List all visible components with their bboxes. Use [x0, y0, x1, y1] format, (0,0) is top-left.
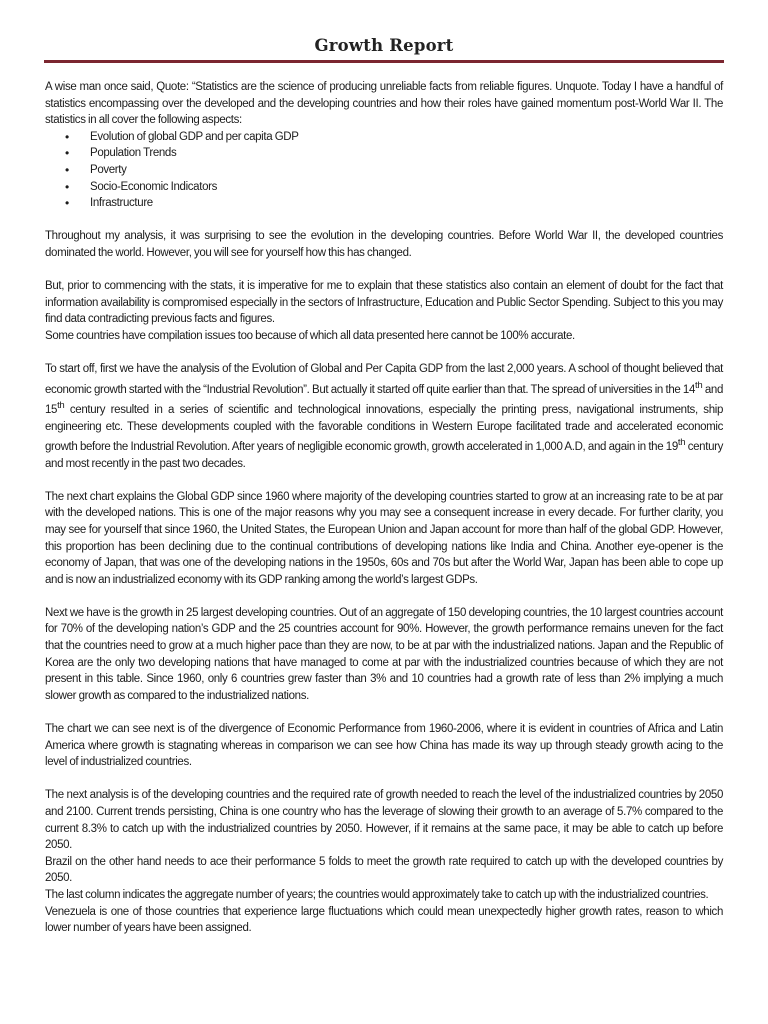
divergence-paragraph: The chart we can see next is of the divergence of Economic Performance from 1960-2006, where it is evident in countries of Africa and Latin America where growth is stagnating whereas in comparison we can see how China has made its way up through steady growth acing to the level of industrialized countries. — [45, 723, 723, 769]
gdp-text-b: and 15 — [45, 383, 723, 416]
gdp-text-d: century and most recently in the past two decades. — [45, 440, 723, 470]
global-gdp-chart-paragraph: The next chart explains the Global GDP since 1960 where majority of the developing countries started to grow at an increasing rate to be at par with the developed nations. This is one of the major reasons why you may see a consequent increase in every decade. For further clarity, you may see for yourself that since 1960, the United States, the European Union and Japan account for more than half of the global GDP. However, this proportion has been declining due to the continual contributions of developing nations like India and China. Another eye-opener is the economy of Japan, that was one of the developing nations in the 1950s, 60s and 70s but after the World War, Japan has been able to cope up and is now an industrialized economy with its GDP ranking among the world’s largest GDPs. — [45, 490, 723, 586]
analysis-paragraph: Throughout my analysis, it was surprising to see the evolution in the developing countries. Before World War II, the developed countries dominated the world. However, you will see for yourself how this has changed. — [45, 230, 723, 259]
venezuela-paragraph: Venezuela is one of those countries that experience large fluctuations which could mean unexpectedly higher growth rates, reason to which lower number of years have been assigned. — [45, 905, 723, 935]
compilation-paragraph: Some countries have compilation issues too because of which all data presented here cannot be 100% accurate. — [45, 329, 575, 342]
growth-25-paragraph: Next we have is the growth in 25 largest developing countries. Out of an aggregate of 150 developing countries, the 10 largest countries account for 70% of the developing nation’s GDP and the 25 countries account for 90%. However, the growth performance remains uneven for the fact that the countries need to grow at a much higher pace than they are now, to be at par with the industrialized nations. Japan and the Republic of Korea are the only two developing nations that have managed to come at par with the industrialized countries because of which they are not present in this table. Since 1960, only 6 countries grew faster than 3% and 10 countries had a growth rate of less than 2% implying a much slower growth as compared to the industrialized nations. — [45, 606, 723, 702]
list-item: • Infrastructure — [45, 195, 723, 212]
superscript: th — [57, 400, 65, 412]
gdp-evolution-paragraph — [45, 361, 723, 472]
list-item: • Socio-Economic Indicators — [45, 179, 723, 196]
last-column-paragraph: The last column indicates the aggregate number of years; the countries would approximately take to catch up with the industrialized countries. — [45, 888, 709, 901]
gdp-text-a: To start off, first we have the analysis of the Evolution of Global and Per Capita GDP from the last 2,000 years. A school of thought believed that economic growth started with the “Industrial Revolution”. But actually it started off quite earlier than that. The spread of universities in the 14 — [45, 363, 723, 396]
superscript: th — [695, 379, 703, 391]
brazil-paragraph: Brazil on the other hand needs to ace their performance 5 folds to meet the growth rate required to catch up with the developed countries by 2050. — [45, 855, 723, 885]
gdp-text-c: century resulted in a series of scientific and technological innovations, especially the printing press, navigational instruments, ship engineering etc. These developments coupled with the favorable conditions in Western Europe facilitated trade and accelerated economic growth before the Industrial Revolution. After years of negligible economic growth, growth accelerated in 1,000 A.D, and again in the 19 — [45, 403, 723, 453]
page-title: Growth Report — [314, 36, 454, 55]
intro-paragraph: A wise man once said, Quote: “Statistics are the science of producing unreliable facts from reliable figures. Unquote. Today I have a handful of statistics encompassing over the developed and the developing countries and how their roles have gained momentum post-World War II. The statistics in all cover the following aspects: — [45, 81, 723, 127]
list-item: • Population Trends — [45, 145, 723, 162]
report-body — [45, 79, 723, 937]
aspects-list — [45, 129, 723, 212]
list-item: • Evolution of global GDP and per capita GDP — [45, 129, 723, 146]
required-growth-paragraph: The next analysis is of the developing countries and the required rate of growth needed to reach the level of the industrialized countries by 2050 and 2100. Current trends persisting, China is one country who has the leverage of slowing their growth to an average of 5.7% compared to the current 8.3% to catch up with the industrialized countries by 2050. However, if it remains at the same pace, it may be able to catch up before 2050. — [45, 789, 723, 852]
doubt-paragraph: But, prior to commencing with the stats, it is imperative for me to explain that these statistics also contain an element of doubt for the fact that information availability is compromised especially in the sectors of Infrastructure, Education and Public Sector Spending. Subject to this you may find data contradicting previous facts and figures. — [45, 280, 723, 326]
superscript: th — [677, 437, 686, 449]
title-divider — [44, 60, 724, 63]
spacer — [45, 212, 723, 229]
list-item: • Poverty — [45, 162, 723, 179]
